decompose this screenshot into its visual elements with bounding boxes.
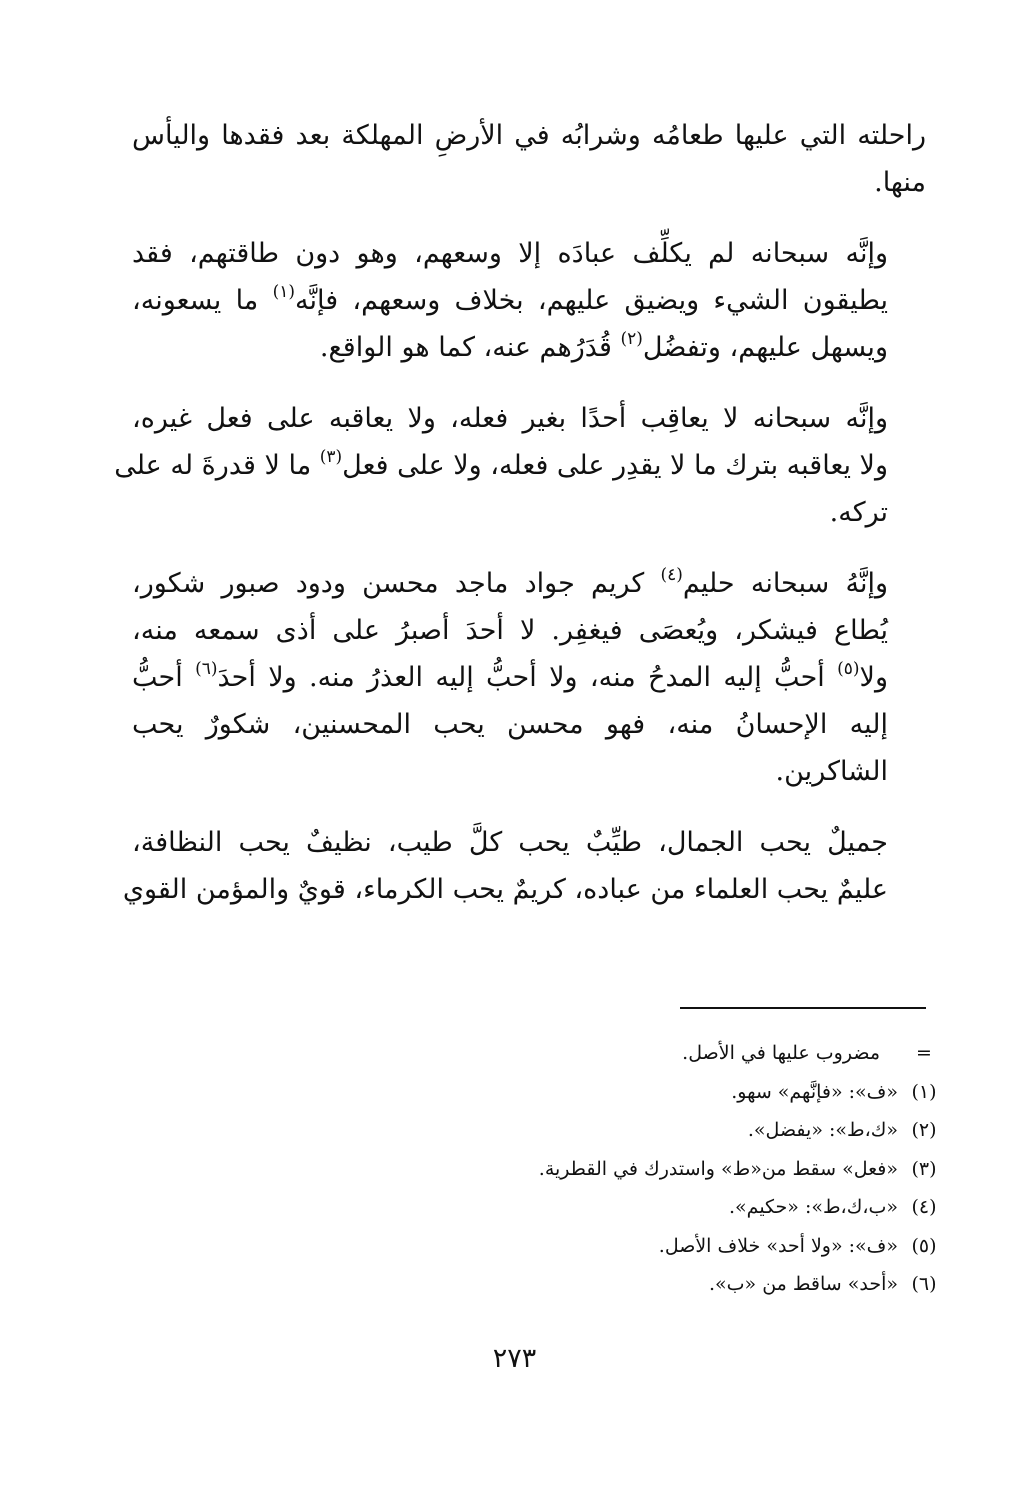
text-segment: يُطاع فيشكر، ويُعصَى فيغفِر. لا أحدَ أصبرُ على أذى سمعه منه، bbox=[132, 615, 888, 646]
footnote-1 bbox=[300, 1073, 950, 1112]
footnote-number: (٦) bbox=[911, 1273, 937, 1295]
text-line bbox=[114, 442, 926, 489]
footnote-number: (٤) bbox=[911, 1196, 937, 1218]
text-line bbox=[122, 866, 926, 913]
footnote-text: «ف»: «فإنَّهم» سهو. bbox=[731, 1080, 898, 1103]
footnote-number: (٣) bbox=[911, 1157, 937, 1180]
footnotes bbox=[300, 1034, 950, 1304]
footnote-text: مضروب عليها في الأصل. bbox=[682, 1042, 880, 1064]
footnote-reference: (١) bbox=[272, 282, 295, 302]
footnote-number: (٢) bbox=[911, 1119, 937, 1141]
text-line bbox=[132, 159, 926, 206]
text-segment: كريم جواد ماجد محسن ودود صبور شكور، bbox=[132, 568, 661, 599]
paragraph bbox=[114, 395, 926, 536]
text-segment: إليه الإحسانُ منه، فهو محسن يحب المحسنين، شكورٌ يحب bbox=[132, 709, 888, 740]
footnote-number: (١) bbox=[911, 1080, 937, 1103]
text-segment: الشاكرين. bbox=[775, 756, 888, 787]
text-line bbox=[132, 489, 926, 536]
text-segment: منها. bbox=[874, 167, 926, 198]
footnote-5 bbox=[300, 1227, 950, 1266]
footnote-reference: (٣) bbox=[319, 447, 343, 467]
footnote-reference: (٥) bbox=[837, 659, 860, 679]
text-segment: ما لا قدرةَ له على bbox=[114, 450, 320, 481]
footnote-reference: (٦) bbox=[195, 659, 218, 679]
text-line bbox=[132, 395, 926, 442]
paragraph bbox=[132, 112, 926, 206]
text-segment: راحلته التي عليها طعامُه وشرابُه في الأرضِ المهلكة بعد فقدها واليأس bbox=[132, 120, 926, 151]
footnote-number: (٥) bbox=[911, 1234, 937, 1257]
text-segment: ولا يعاقبه بترك ما لا يقدِر على فعله، ولا على فعل bbox=[342, 450, 888, 481]
text-line bbox=[132, 230, 926, 277]
text-segment: أحبُّ إليه المدحُ منه، ولا أحبُّ إليه العذرُ منه. ولا أحدَ bbox=[217, 662, 838, 693]
text-line bbox=[132, 607, 926, 654]
paragraph bbox=[132, 560, 926, 795]
footnote-6 bbox=[300, 1265, 950, 1304]
footnote-text: «أحد» ساقط من «ب». bbox=[708, 1273, 898, 1295]
footnote-text: «ك،ط»: «يفضل». bbox=[747, 1119, 898, 1141]
footnote-2 bbox=[300, 1111, 950, 1150]
text-line bbox=[132, 819, 926, 866]
text-segment: عليمٌ يحب العلماء من عباده، كريمٌ يحب الكرماء، قويٌ والمؤمن القوي bbox=[122, 874, 888, 905]
text-segment: جميلٌ يحب الجمال، طيِّبٌ يحب كلَّ طيب، نظيفٌ يحب النظافة، bbox=[132, 827, 888, 858]
text-segment: وإنَّه سبحانه لم يكلِّف عبادَه إلا وسعهم، وهو دون طاقتهم، فقد bbox=[132, 238, 888, 269]
page-number: ٢٧٣ bbox=[492, 1343, 537, 1374]
footnote-text: «ف»: «ولا أحد» خلاف الأصل. bbox=[658, 1234, 898, 1257]
text-line bbox=[132, 112, 926, 159]
footnote-4 bbox=[300, 1188, 950, 1227]
text-segment: يطيقون الشيء ويضيق عليهم، بخلاف وسعهم، فإنَّه bbox=[295, 285, 888, 316]
footnote-text: «فعل» سقط من«ط» واستدرك في القطرية. bbox=[538, 1157, 898, 1180]
footnote-reference: (٤) bbox=[660, 565, 683, 585]
text-line bbox=[132, 560, 926, 607]
footnote-text: «ب،ك،ط»: «حكيم». bbox=[729, 1196, 898, 1218]
text-segment: قُدَرُهم عنه، كما هو الواقع. bbox=[319, 332, 621, 363]
text-segment: أحبُّ bbox=[132, 662, 196, 693]
text-line bbox=[132, 748, 926, 795]
text-segment: وإنَّه سبحانه لا يعاقِب أحدًا بغير فعله، ولا يعاقبه على فعل غيره، bbox=[132, 403, 888, 434]
footnote-3 bbox=[300, 1150, 950, 1189]
text-segment: وإنَّهُ سبحانه حليم bbox=[682, 568, 889, 599]
main-text bbox=[114, 112, 926, 913]
text-line bbox=[132, 277, 926, 324]
text-segment: ما يسعونه، bbox=[132, 285, 273, 316]
footnote-continuation bbox=[300, 1034, 950, 1073]
text-line bbox=[132, 654, 926, 701]
text-segment: ولا bbox=[859, 662, 888, 693]
text-segment: تركه. bbox=[829, 497, 888, 528]
text-segment: ويسهل عليهم، وتفضُل bbox=[642, 332, 888, 363]
text-line bbox=[132, 324, 926, 371]
footnote-reference: (٢) bbox=[620, 329, 643, 349]
paragraph bbox=[132, 230, 926, 371]
text-line bbox=[132, 701, 926, 748]
footnote-separator bbox=[680, 1007, 926, 1009]
paragraph bbox=[122, 819, 926, 913]
continuation-mark: = bbox=[916, 1042, 932, 1064]
